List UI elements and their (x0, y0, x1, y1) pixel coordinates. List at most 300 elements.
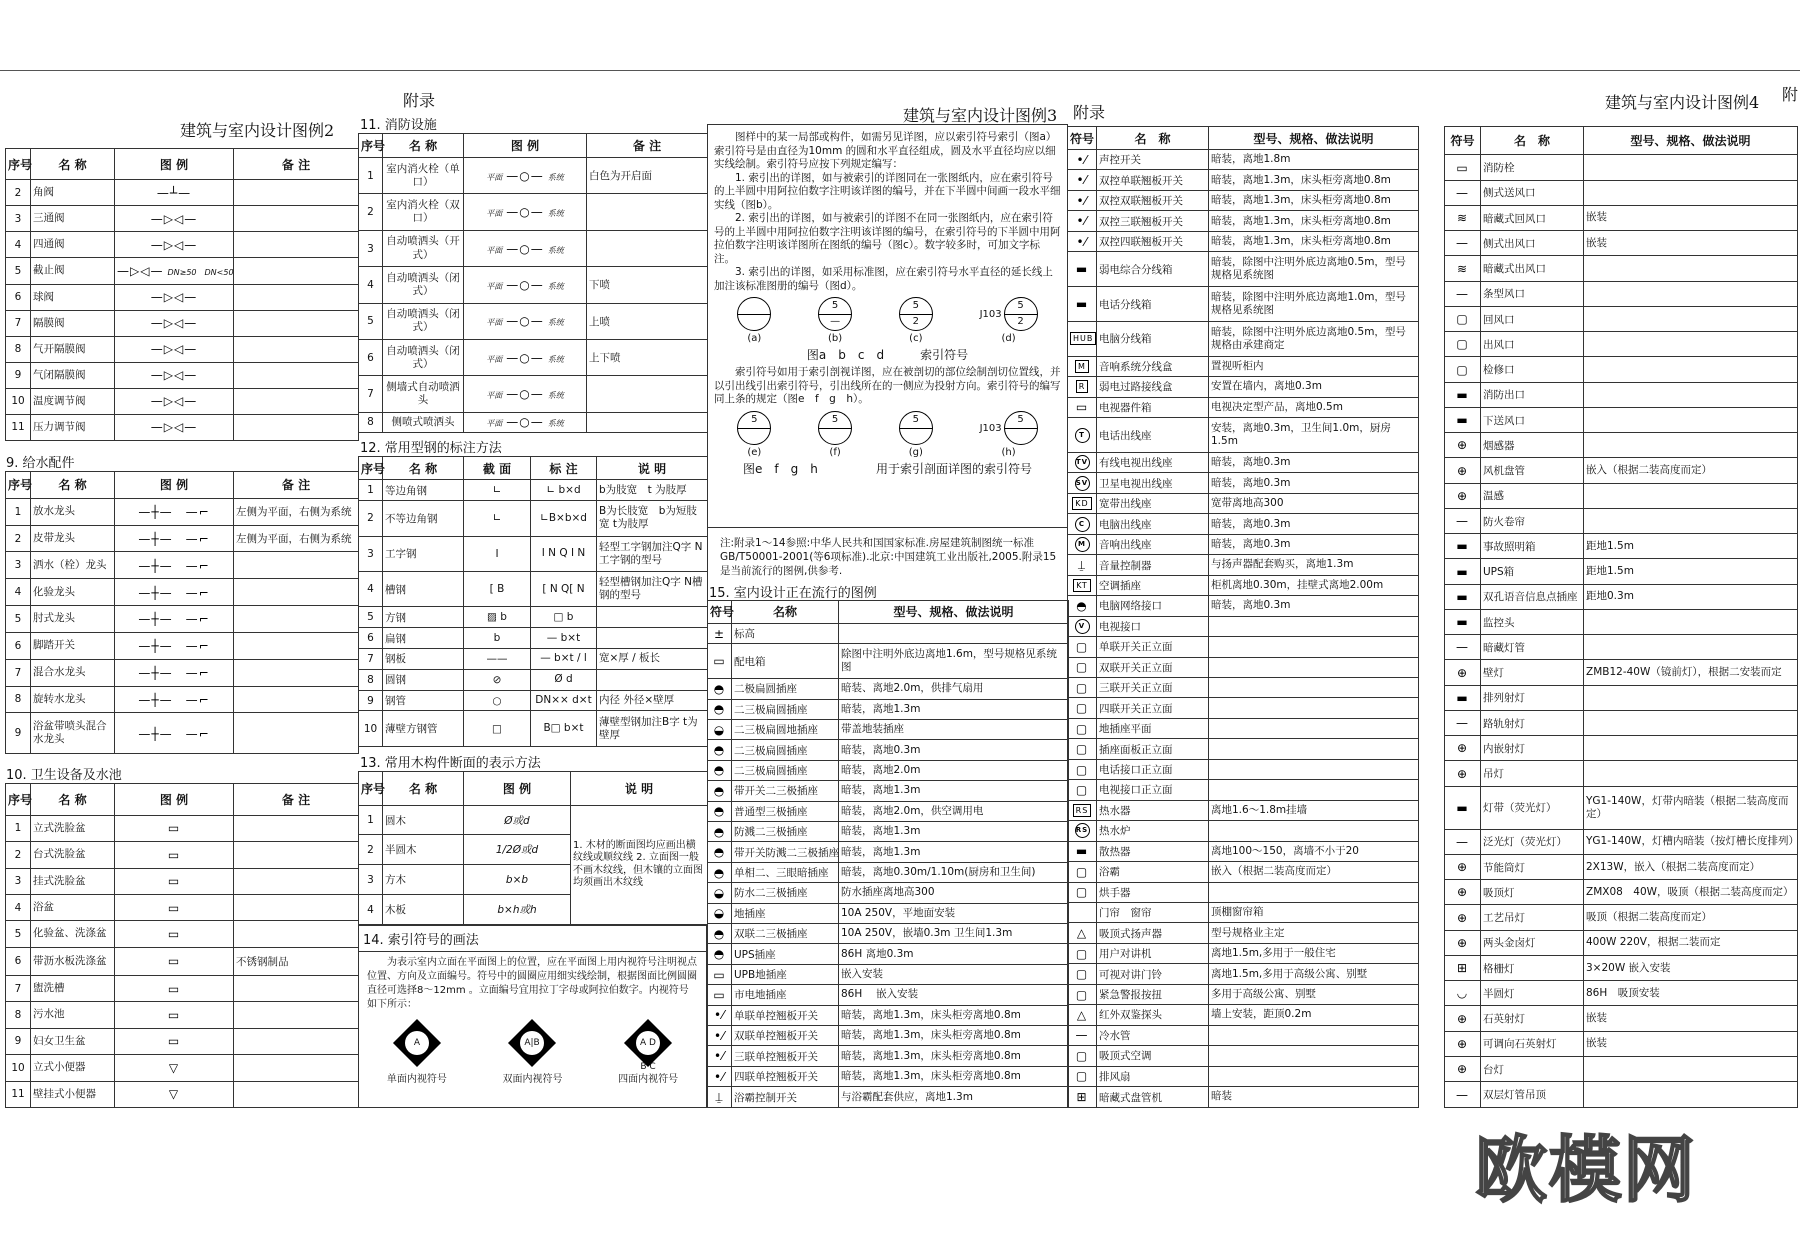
section-11-title: 11. 消防设施 (360, 118, 437, 133)
spec: 吸顶（根据二装高度而定） (1584, 905, 1798, 930)
table-row (1068, 821, 1419, 841)
detail-number: 5 (912, 413, 920, 425)
panel1-title: 建筑与室内设计图例2 (180, 121, 335, 140)
item-name: 吸顶式空调 (1097, 1046, 1209, 1066)
table-row (708, 821, 1069, 841)
row-number: 10 (6, 388, 31, 414)
switch-icon: •⁄ (1076, 193, 1088, 208)
sheet-number: — (830, 316, 841, 327)
plan-label: 平面 (486, 245, 503, 255)
symbol-cell (708, 1066, 732, 1086)
spec (1584, 155, 1798, 180)
line-icon: — (1456, 185, 1469, 200)
table-row (359, 480, 708, 501)
item-name: 暗藏式出风口 (1481, 256, 1584, 281)
table-row (1068, 1046, 1419, 1066)
table-row (1445, 930, 1798, 955)
table-row (1445, 155, 1798, 180)
symbol-cell (1068, 698, 1097, 718)
light-icon: ⊕ (1456, 935, 1469, 950)
item-name: 插座面板正立面 (1097, 739, 1209, 759)
symbol-cell (1068, 575, 1097, 595)
header-row (359, 772, 708, 806)
table-row (1445, 256, 1798, 281)
spec: 离地1.5m,多用于一般住宅 (1209, 943, 1419, 963)
spec: 除图中注明外底边离地1.6m，型号规格见系统图 (839, 644, 1069, 679)
valve-table (5, 148, 359, 441)
wave-icon: ≋ (1456, 211, 1469, 226)
item-name: 电脑网络接口 (1097, 596, 1209, 616)
row-number: 10 (6, 1055, 31, 1081)
circ-icon: C (1075, 517, 1090, 532)
legend-cell (115, 921, 234, 947)
figure-label: (f) (829, 446, 841, 458)
valve-icon: —▷◁— (150, 211, 198, 226)
view-letters: A (405, 1031, 429, 1055)
spec (1584, 382, 1798, 407)
line-icon: — (1456, 716, 1469, 731)
row-number: 10 (359, 711, 383, 747)
fire-facilities-table (358, 133, 708, 433)
table-row (6, 362, 359, 388)
spec: 400W 220V，根据二装而定 (1584, 930, 1798, 955)
column-header: 符号 (1068, 127, 1097, 150)
item-name: 热水器 (1097, 800, 1209, 820)
column-header: 名 称 (31, 472, 115, 499)
column-header: 名 称 (31, 149, 115, 180)
table-row (359, 267, 708, 303)
box-icon: ▭ (713, 967, 726, 982)
table-row (1068, 862, 1419, 882)
spec: 安置在墙内，离地0.3m (1209, 377, 1419, 397)
sanitary-table (5, 783, 359, 1108)
spec (1584, 710, 1798, 735)
symbol-cell (1445, 880, 1481, 905)
urinal-icon: ▽ (168, 1060, 180, 1075)
column-header: 图 例 (464, 772, 571, 806)
box-icon: RS (1073, 804, 1092, 817)
hvac-lighting-legend-table (1444, 126, 1798, 1108)
table-row (1445, 736, 1798, 761)
symbol-cell (1068, 555, 1097, 575)
item-name: 带沥水板洗涤盆 (31, 947, 115, 975)
item-name: 角阀 (31, 180, 115, 206)
item-name: 温感 (1481, 483, 1584, 508)
index-figure (899, 411, 933, 459)
item-name: 下送风口 (1481, 407, 1584, 432)
table-row (1068, 1087, 1419, 1108)
item-name: 立式洗脸盆 (31, 815, 115, 841)
item-name: 化验盆、洗涤盆 (31, 921, 115, 947)
symbol-cell (708, 644, 732, 679)
spec: 暗装、离地2.0m，供排气扇用 (839, 679, 1069, 699)
section-symbol: —— (464, 649, 531, 670)
view-symbol (618, 1022, 678, 1085)
legend-cell (115, 232, 234, 258)
table-row (708, 1046, 1069, 1066)
wood-mark: b×b (505, 873, 529, 886)
view-symbol-icon (624, 1019, 672, 1072)
section-15-title: 15. 室内设计正在流行的图例 (709, 586, 877, 601)
section-symbol: ∟ (464, 501, 531, 536)
symbol-cell (1068, 534, 1097, 554)
table-row (1445, 231, 1798, 256)
spec: 暗装，离地1.8m (1209, 150, 1419, 170)
index-figure-row (737, 411, 771, 447)
socket-icon: ◓ (713, 681, 726, 696)
symbol-cell (1068, 862, 1097, 882)
wood-legend (464, 835, 571, 865)
item-name: 浴盆 (31, 894, 115, 920)
item-name: 节能筒灯 (1481, 854, 1584, 879)
symbol-cell (1068, 252, 1097, 287)
row-number: 3 (359, 865, 383, 895)
spec: 离地100～150，离墙不小于20 (1209, 841, 1419, 861)
row-number: 2 (359, 501, 383, 536)
table-row (1068, 190, 1419, 210)
switch-icon: •⁄ (713, 1069, 726, 1084)
item-name: 声控开关 (1097, 150, 1209, 170)
item-name: 电脑出线座 (1097, 514, 1209, 534)
basin-icon: ▭ (167, 981, 181, 996)
table-row (6, 1002, 359, 1028)
table-row (1445, 508, 1798, 533)
tap-icon: —┼— —⌐ (138, 639, 210, 654)
index-figure (899, 297, 933, 345)
item-name: 监控头 (1481, 609, 1584, 634)
system-label: 系统 (547, 245, 564, 255)
bar-icon: ▬ (1456, 387, 1469, 402)
table-row (708, 699, 1069, 719)
column-header: 序号 (6, 472, 31, 499)
spec (1209, 739, 1419, 759)
spec: 墙上安装，距顶0.2m (1209, 1005, 1419, 1025)
row-number: 5 (359, 303, 383, 339)
spec: 暗装，离地0.3m (1209, 453, 1419, 473)
item-name: 肘式龙头 (31, 606, 115, 633)
sprinkler-icon: —○— (506, 387, 544, 402)
spec (1209, 616, 1419, 636)
panel-icon: ▢ (1075, 885, 1089, 900)
spec: 暗装，离地0.3m (1209, 596, 1419, 616)
index-figure (980, 297, 1038, 345)
spec: 暗装，离地0.3m (1209, 534, 1419, 554)
box-icon: ▭ (713, 987, 726, 1002)
spec: 离地1.6～1.8m挂墙 (1209, 800, 1419, 820)
spec: 86H 吸顶安装 (1584, 981, 1798, 1006)
symbol-cell (708, 760, 732, 780)
symbol-cell (1445, 736, 1481, 761)
table-row (6, 921, 359, 947)
item-name: 妇女卫生盆 (31, 1028, 115, 1054)
table-row (1068, 287, 1419, 322)
header-row (1068, 127, 1419, 150)
symbol-cell (708, 985, 732, 1005)
symbol-cell (1068, 964, 1097, 984)
remark (234, 1028, 359, 1054)
column-header: 备 注 (234, 784, 359, 816)
bar-icon: ▬ (1075, 844, 1089, 859)
symbol-cell (1445, 660, 1481, 685)
sprinkler-icon: —○— (506, 205, 544, 220)
para2: 索引符号如用于索引剖视详图，应在被剖切的部位绘制剖切位置线，并以引出线引出索引符号，引出线所在的一侧应为投射方向。索引符号的编写同上条的规定（图e f g h）。 (714, 366, 1061, 405)
legend-cell (115, 284, 234, 310)
item-name: 二三极扁圆插座 (732, 760, 839, 780)
row-number: 3 (6, 868, 31, 894)
detail-number: 5 (1017, 300, 1024, 311)
panel-icon: ▢ (1456, 362, 1469, 377)
socket-icon: ◓ (1076, 598, 1088, 613)
panel-icon: ▢ (1075, 680, 1089, 695)
legend-cell (464, 303, 587, 339)
remark (234, 206, 359, 232)
symbol-cell (708, 1026, 732, 1046)
legend-cell (115, 842, 234, 868)
remark (234, 868, 359, 894)
table-row (1068, 780, 1419, 800)
item-name: 四联单控翘板开关 (732, 1066, 839, 1086)
reference-note: 注:附录1～14参照:中华人民共和国国家标准.房屋建筑制图统一标准 GB/T50001-2001(等6项标准).北京:中国建筑工业出版社,2005.附录15是当前流行的图例,供参考. (720, 537, 1057, 577)
panel-icon: ▢ (1456, 337, 1469, 352)
row-number: 8 (359, 412, 383, 432)
item-name: 消防栓 (1481, 155, 1584, 180)
symbol-cell (1445, 981, 1481, 1006)
light-icon: ⊕ (1456, 665, 1469, 680)
item-name: 检修口 (1481, 357, 1584, 382)
system-label: 系统 (547, 354, 564, 364)
remark (587, 412, 708, 432)
table-row (6, 947, 359, 975)
legend-cell (115, 258, 234, 284)
box-icon: ▭ (1456, 160, 1469, 175)
table-row (1068, 739, 1419, 759)
item-name: 室内消火栓（单口） (383, 158, 464, 194)
symbol-cell (708, 1005, 732, 1025)
spec: 宽带离地高300 (1209, 493, 1419, 513)
item-name: 卫星电视出线座 (1097, 473, 1209, 493)
symbol-cell (1068, 780, 1097, 800)
item-name: 方钢 (383, 607, 464, 628)
detail-number: 5 (912, 300, 920, 311)
column-header: 备 注 (587, 134, 708, 158)
figure-label: (h) (1001, 446, 1016, 458)
item-name: 可调向石英射灯 (1481, 1031, 1584, 1056)
table-row (1445, 281, 1798, 306)
item-name: 带开关防溅二三极插座 (732, 842, 839, 862)
index-figure-row (818, 297, 852, 333)
symbol-cell (708, 623, 732, 643)
figure-label: (c) (909, 333, 923, 344)
box-icon: M (1075, 360, 1089, 373)
row-number: 4 (6, 894, 31, 920)
spec: 置视听柜内 (1209, 356, 1419, 376)
light-icon: ⊕ (1456, 860, 1469, 875)
row-number: 5 (6, 921, 31, 947)
table-row (6, 606, 359, 633)
spec: 暗装，离地1.3m，床头柜旁离地0.8m (1209, 170, 1419, 190)
column-header: 型号、规格、做法说明 (1209, 127, 1419, 150)
table-row (708, 903, 1069, 923)
switch-icon: •⁄ (1076, 214, 1088, 229)
row-number: 8 (359, 669, 383, 690)
item-name: 配电箱 (732, 644, 839, 679)
legend-cell (464, 376, 587, 412)
symbol-cell (1068, 1025, 1097, 1045)
table-row (708, 719, 1069, 739)
symbol-cell (708, 1046, 732, 1066)
box-icon: ▭ (1075, 400, 1089, 415)
row-number: 6 (6, 947, 31, 975)
spec (1209, 1066, 1419, 1086)
table-row (1068, 453, 1419, 473)
index-figure (980, 411, 1038, 459)
symbol-cell (1068, 923, 1097, 943)
column-header: 图 例 (464, 134, 587, 158)
line-icon: — (1456, 640, 1469, 655)
symbol-cell (1068, 1087, 1097, 1108)
item-name: 扁钢 (383, 628, 464, 649)
item-name: 浴霸 (1097, 862, 1209, 882)
column-header: 标 注 (531, 457, 597, 480)
spec: 距地1.5m (1584, 534, 1798, 559)
view-symbol-icon (508, 1019, 556, 1067)
spec (1209, 678, 1419, 698)
symbol-cell (708, 781, 732, 801)
symbol-cell (708, 1087, 732, 1108)
row-number: 7 (359, 649, 383, 670)
tap-icon: —┼— —⌐ (138, 612, 210, 627)
row-number: 6 (359, 628, 383, 649)
tri-icon: △ (1076, 926, 1088, 941)
table-row (1068, 514, 1419, 534)
figure-label: (g) (908, 446, 923, 458)
circ-icon: T (1075, 428, 1090, 443)
spec: 暗装，离地1.3m，床头柜旁离地0.8m (1209, 190, 1419, 210)
symbol-cell (708, 699, 732, 719)
remark (234, 579, 359, 606)
spec: 暗装，离地1.3m，床头柜旁离地0.8m (1209, 231, 1419, 251)
table-row (1445, 332, 1798, 357)
wood-note: 1. 木材的断面图均应画出横纹线或顺纹线 2. 立面图一般不画木纹线，但木镶的立面图均须画出木纹线 (571, 805, 708, 924)
table-row (1068, 321, 1419, 356)
circ-icon: V (1075, 619, 1090, 634)
spec: 离地1.5m,多用于高级公寓、别墅 (1209, 964, 1419, 984)
legend-cell (115, 525, 234, 552)
spec (839, 623, 1069, 643)
symbol-cell (1068, 821, 1097, 841)
index-figure-row (980, 297, 1038, 333)
para1: 图样中的某一局部或构件，如需另见详图，应以索引符号索引（图a）索引符号是由直径为10mm 的圆和水平直径组成，圆及水平直径均应以细实线绘制。索引符号应按下列规定编写： (714, 131, 1057, 170)
item-name: 立式小便器 (31, 1055, 115, 1081)
spec (1209, 1046, 1419, 1066)
legend-cell (115, 975, 234, 1001)
table-row (708, 781, 1069, 801)
column-header: 序号 (359, 772, 383, 806)
row-number: 6 (359, 340, 383, 376)
table-row (359, 412, 708, 432)
table-row (359, 376, 708, 412)
header-row (359, 134, 708, 158)
legend-cell (115, 310, 234, 336)
item-name: 普通型三极插座 (732, 801, 839, 821)
symbol-cell (1445, 205, 1481, 230)
remark (234, 632, 359, 659)
panel-icon: ▢ (1075, 782, 1089, 797)
index-circle-icon (899, 411, 933, 445)
symbol-cell (708, 903, 732, 923)
symbol-cell (1445, 508, 1481, 533)
caption2a: 图e f g h (743, 461, 818, 476)
basin-icon: ▭ (167, 1008, 181, 1022)
table-row (6, 552, 359, 579)
valve-icon: —▷◁— (150, 237, 198, 252)
table-row (708, 985, 1069, 1005)
table-row (1445, 1082, 1798, 1108)
line-icon: — (1456, 834, 1469, 849)
section-14-title: 14. 索引符号的画法 (359, 926, 706, 952)
symbol-cell (1068, 150, 1097, 170)
mark: ∟B×b×d (531, 501, 597, 536)
table-row (1068, 841, 1419, 861)
table-row (1068, 718, 1419, 738)
table-row (1068, 616, 1419, 636)
row-number: 3 (359, 536, 383, 571)
remark (234, 180, 359, 206)
caption1: 图a b c d 索引符号 (806, 348, 969, 362)
spec: 暗装，离地0.30m/1.10m(厨房和卫生间) (839, 862, 1069, 882)
view-label: 四面内视符号 (618, 1074, 679, 1085)
legend-cell (115, 1055, 234, 1081)
socket-icon: ◓ (713, 845, 726, 860)
bar-icon: ▬ (1075, 297, 1089, 312)
item-name: 壁挂式小便器 (31, 1081, 115, 1107)
remark (234, 894, 359, 920)
table-row (708, 1005, 1069, 1025)
item-name: 弱电过路接线盒 (1097, 377, 1209, 397)
valve-icon: —▷◁— (150, 420, 198, 435)
symbol-cell (1068, 453, 1097, 473)
index-figure-row (818, 411, 852, 447)
symbol-cell (708, 964, 732, 984)
legend-cell (115, 1028, 234, 1054)
row-number: 7 (6, 975, 31, 1001)
line-icon: — (1075, 1028, 1089, 1043)
row-number: 6 (6, 632, 31, 659)
item-name: 圆钢 (383, 669, 464, 690)
figure-label: (e) (747, 446, 762, 458)
table-row (359, 572, 708, 607)
bar-icon: ▬ (1456, 564, 1469, 579)
table-row (1445, 1056, 1798, 1081)
item-name: 侧式送风口 (1481, 180, 1584, 205)
symbol-cell (1068, 493, 1097, 513)
table-row (6, 713, 359, 754)
item-name: 事故照明箱 (1481, 534, 1584, 559)
panel-icon: ▢ (1075, 721, 1089, 736)
remark (234, 1081, 359, 1107)
row-number: 2 (6, 525, 31, 552)
item-name: 电视接口正立面 (1097, 780, 1209, 800)
item-name: 半圆木 (383, 835, 464, 865)
plan-label: 平面 (486, 318, 503, 328)
row-number: 9 (359, 690, 383, 711)
box-icon: KD (1072, 497, 1091, 510)
symbol-cell (1445, 829, 1481, 854)
spec: 电视决定型产品，离地0.5m (1209, 397, 1419, 417)
table-row (6, 258, 359, 284)
index-circle-icon (737, 297, 771, 331)
plan-label: 平面 (486, 419, 503, 429)
